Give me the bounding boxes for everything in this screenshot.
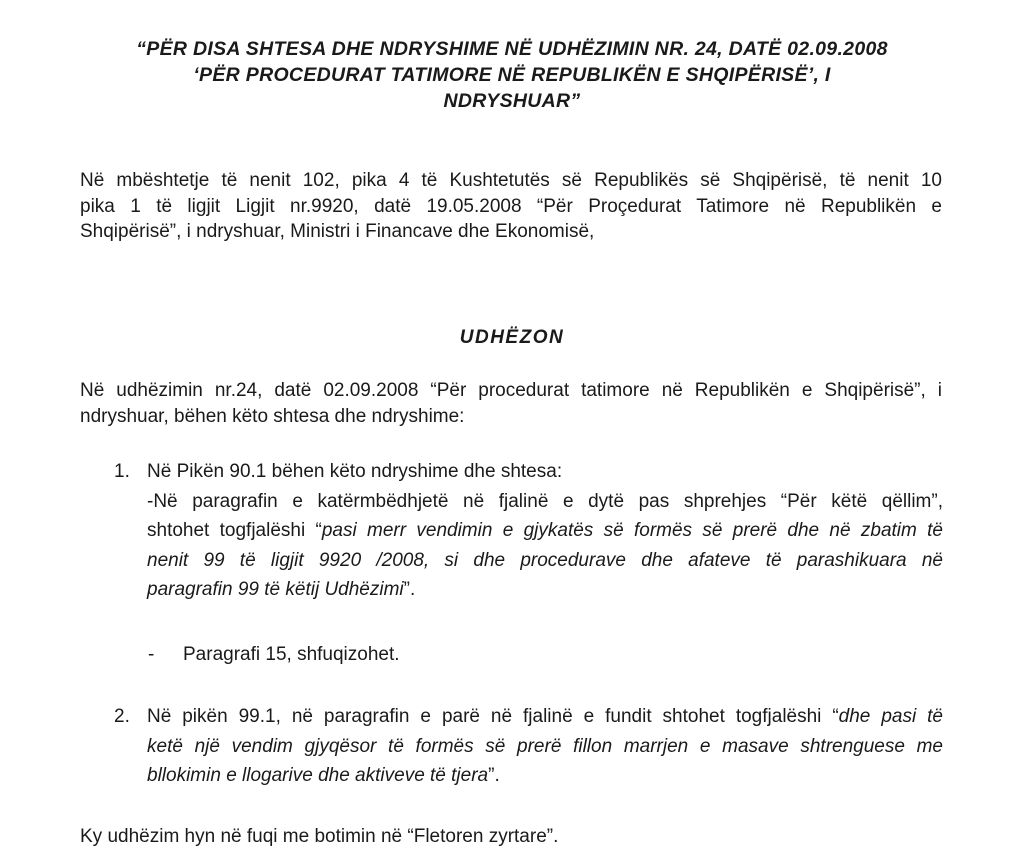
list-number-1: 1. [114, 461, 130, 482]
item-1-line-4-italic: nenit 99 të ligjit 9920 /2008, si dhe procedurave dhe afateve të parashikuara në [147, 549, 943, 571]
item-1-line-5 [147, 575, 943, 605]
closing-paragraph: Ky udhëzim hyn në fuqi me botimin në “Fletoren zyrtare”. [80, 826, 559, 847]
list-number-2: 2. [114, 706, 130, 727]
title-line-2: ‘PËR PROCEDURAT TATIMORE NË REPUBLIKËN E SHQIPËRISË’, I [193, 64, 831, 86]
section-heading: UDHËZON [459, 327, 565, 348]
item-1-line-3-plain: shtohet togfjalëshi “ [147, 520, 322, 541]
item-2-line-3 [147, 761, 943, 791]
item-1-line-2: -Në paragrafin e katërmbëdhjetë në fjalinë e dytë pas shprehjes “Për këtë qëllim”, [147, 490, 943, 512]
item-2-line-3-end: ”. [488, 765, 500, 786]
intro-line-2: ndryshuar, bëhen këto shtesa dhe ndryshime: [80, 405, 465, 427]
preamble-line-1: Në mbështetje të nenit 102, pika 4 të Kushtetutës së Republikës së Shqipërisë, të nenit 10 [80, 170, 942, 191]
title-line-1: “PËR DISA SHTESA DHE NDRYSHIME NË UDHËZIMIN NR. 24, DATË 02.09.2008 [136, 38, 888, 60]
item-1-line-5-italic: paragrafin 99 të këtij Udhëzimi [147, 579, 404, 600]
sub-item-text: Paragrafi 15, shfuqizohet. [183, 644, 400, 665]
list-item-2 [147, 702, 943, 791]
preamble-line-3: Shqipërisë”, i ndryshuar, Ministri i Financave dhe Ekonomisë, [80, 221, 595, 242]
document-title [60, 36, 964, 114]
item-2-line-1-italic: dhe pasi të [838, 706, 943, 727]
item-1-line-3-italic: pasi merr vendimin e gjykatës së formës së prerë dhe në zbatim të [321, 520, 943, 541]
item-2-line-3-italic: bllokimin e llogarive dhe aktiveve të tjera [147, 765, 489, 786]
item-1-line-5-end: ”. [403, 579, 416, 600]
item-1-lead: Në Pikën 90.1 bëhen këto ndryshime dhe shtesa: [147, 461, 563, 482]
preamble-line-2: pika 1 të ligjit Ligjit nr.9920, datë 19.05.2008 “Për Proçedurat Tatimore në Republikën e [80, 195, 942, 217]
list-item-1 [147, 457, 943, 605]
title-line-3: NDRYSHUAR” [443, 90, 581, 112]
item-2-line-2-italic: ketë një vendim gjyqësor të formës së prerë fillon marrjen e masave shtrenguese me [147, 735, 943, 757]
item-2-line-2 [147, 732, 943, 762]
intro-paragraph [80, 378, 942, 429]
item-2-line-1-plain: Në pikën 99.1, në paragrafin e parë në fjalinë e fundit shtohet togfjalëshi “ [147, 706, 839, 727]
item-1-line-4 [147, 546, 943, 576]
sub-item-dash: - [148, 644, 155, 665]
preamble-paragraph [80, 168, 942, 245]
item-2-line-1 [147, 702, 943, 732]
item-1-line-3 [147, 516, 943, 546]
intro-line-1: Në udhëzimin nr.24, datë 02.09.2008 “Për procedurat tatimore në Republikën e Shqipërisë”, i [80, 380, 942, 401]
